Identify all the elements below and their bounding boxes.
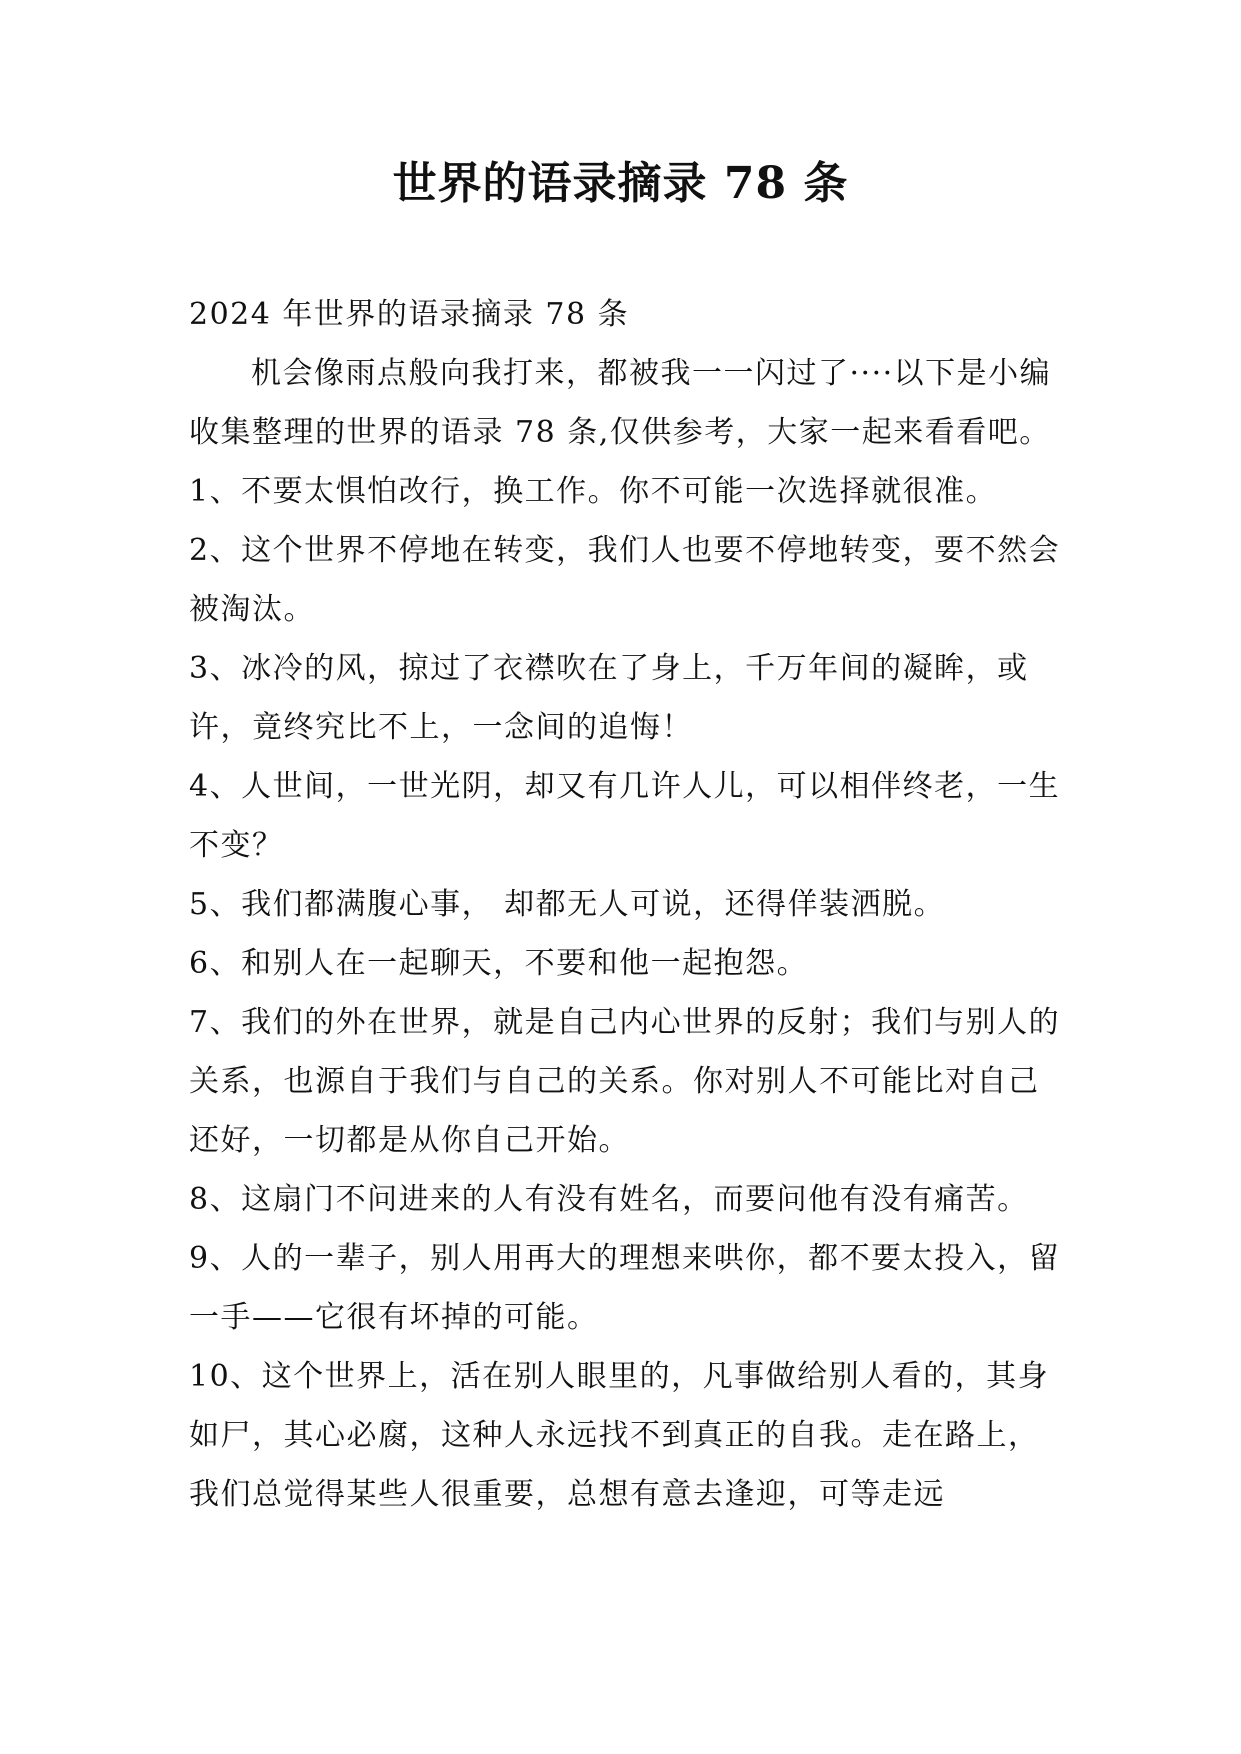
document-body	[189, 285, 1069, 1524]
quote-item-5: 5、我们都满腹心事， 却都无人可说，还得佯装洒脱。	[189, 887, 946, 922]
quote-item-3: 3、冰冷的风，掠过了衣襟吹在了身上，千万年间的凝眸，或许，竟终究比不上，一念间的追悔！	[189, 651, 1029, 745]
quote-item-7: 7、我们的外在世界，就是自己内心世界的反射；我们与别人的关系，也源自于我们与自己的关系。你对别人不可能比对自己还好，一切都是从你自己开始。	[189, 1005, 1061, 1158]
quote-item-1: 1、不要太惧怕改行，换工作。你不可能一次选择就很准。	[189, 474, 998, 509]
document-subtitle: 2024 年世界的语录摘录 78 条	[189, 297, 630, 332]
quote-item-2: 2、这个世界不停地在转变，我们人也要不停地转变，要不然会被淘汰。	[189, 533, 1061, 627]
quote-item-4: 4、人世间，一世光阴，却又有几许人儿，可以相伴终老，一生不变？	[189, 769, 1061, 863]
intro-paragraph: 机会像雨点般向我打来，都被我一一闪过了····以下是小编收集整理的世界的语录 78 条,仅供参考，大家一起来看看吧。	[189, 356, 1052, 450]
quote-item-10: 10、这个世界上，活在别人眼里的，凡事做给别人看的，其身如尸，其心必腐，这种人永远找不到真正的自我。走在路上，我们总觉得某些人很重要，总想有意去逢迎，可等走远	[189, 1359, 1050, 1512]
document-title: 世界的语录摘录 78 条	[392, 158, 849, 209]
quote-item-6: 6、和别人在一起聊天，不要和他一起抱怨。	[189, 946, 809, 981]
quote-item-9: 9、人的一辈子，别人用再大的理想来哄你，都不要太投入，留一手——它很有坏掉的可能。	[189, 1241, 1061, 1335]
quote-item-8: 8、这扇门不问进来的人有没有姓名，而要问他有没有痛苦。	[189, 1182, 1029, 1217]
